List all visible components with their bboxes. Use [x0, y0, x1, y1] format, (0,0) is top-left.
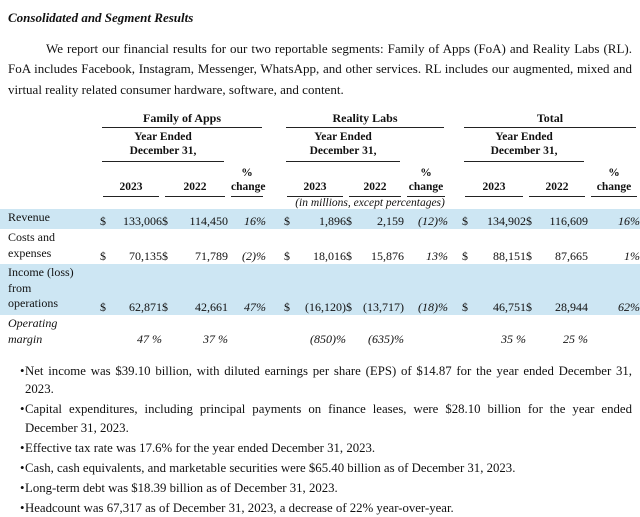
bullet-text: Net income was $39.10 billion, with diluted earnings per share (EPS) of $14.87 for the year ended December 31, 2023. — [25, 364, 632, 397]
money-cell: $ (13,717) — [346, 264, 404, 315]
column-spacer — [266, 162, 284, 198]
bullet-item — [0, 362, 632, 398]
pct-change-cell: 62% — [588, 264, 640, 315]
margin-cell: 25 % — [563, 332, 589, 347]
period-header-total: Year Ended December 31, — [462, 128, 588, 162]
margin-cell: 37 % — [203, 332, 228, 347]
money-cell: $ 62,871 — [100, 264, 162, 315]
column-spacer — [448, 107, 462, 128]
pct-change-cell: 47% — [228, 264, 266, 315]
money-cell: $ 133,006 — [100, 209, 162, 229]
empty-cell — [588, 315, 640, 352]
bullet-icon: • — [20, 460, 25, 475]
pct-change-cell: (2)% — [242, 249, 267, 264]
money-cell: $ 134,902 — [462, 209, 526, 229]
column-spacer — [448, 209, 462, 229]
column-spacer — [266, 264, 284, 315]
units-note-row — [0, 197, 640, 209]
bullet-text: Long-term debt was $18.39 billion as of December 31, 2023. — [25, 481, 338, 496]
bullet-text: Cash, cash equivalents, and marketable securities were $65.40 billion as of December 31, 2023. — [25, 460, 516, 475]
pct-change-cell: (12)% — [404, 209, 448, 229]
group-header-total: Total — [462, 107, 640, 128]
pct-change-cell: 16% — [588, 209, 640, 229]
period-header-row — [0, 128, 640, 162]
period-header-rl: Year Ended December 31, — [284, 128, 404, 162]
year-header-2022: 2022 — [526, 162, 588, 198]
pct-change-cell: (18)% — [404, 264, 448, 315]
bullet-item — [0, 400, 632, 436]
money-cell: $ 1,896 — [284, 209, 346, 229]
column-spacer — [448, 264, 462, 315]
table-row — [0, 229, 640, 264]
column-spacer — [266, 209, 284, 229]
bullet-text: Capital expenditures, including principal payments on finance leases, were $28.10 billion for the year ended December 31, 2023. — [25, 402, 632, 435]
money-cell: $ 42,661 — [162, 264, 228, 315]
year-header-2023: 2023 — [100, 162, 162, 198]
bullet-item — [0, 459, 632, 477]
segment-results-table — [0, 107, 640, 352]
column-spacer — [448, 315, 462, 352]
column-spacer — [266, 229, 284, 264]
empty-cell — [404, 315, 448, 352]
row-label: Costs and expenses — [8, 229, 56, 260]
highlights-list — [0, 362, 632, 517]
table-row — [0, 209, 640, 229]
margin-cell: (635)% — [368, 332, 405, 347]
column-spacer — [448, 229, 462, 264]
year-header-2023: 2023 — [462, 162, 526, 198]
group-header-row — [0, 107, 640, 128]
bullet-item — [0, 439, 632, 457]
column-spacer — [266, 315, 284, 352]
pct-change-header: % change — [228, 162, 266, 198]
pct-change-header: % change — [404, 162, 448, 198]
units-note: (in millions, except percentages) — [295, 197, 445, 210]
money-cell: $ 46,751 — [462, 264, 526, 315]
bullet-text: Effective tax rate was 17.6% for the year ended December 31, 2023. — [25, 440, 376, 455]
intro-paragraph: We report our financial results for our two reportable segments: Family of Apps (FoA) and Reality Labs (RL). FoA includes Facebook, Instagram, Messenger, WhatsApp, and other services. RL includes our augmented, mixed and virtual reality related consumer hardware, software, and content. — [8, 41, 632, 97]
bullet-icon: • — [20, 402, 25, 417]
money-cell: $ 116,609 — [526, 209, 588, 229]
money-cell: $ 88,151 — [462, 249, 527, 264]
group-header-foa: Family of Apps — [100, 107, 266, 128]
margin-cell: 35 % — [501, 332, 527, 347]
column-spacer — [266, 128, 284, 162]
column-spacer — [266, 107, 284, 128]
year-header-2022: 2022 — [346, 162, 404, 198]
money-cell: $ 15,876 — [346, 249, 405, 264]
column-spacer — [448, 128, 462, 162]
year-header-2022: 2022 — [162, 162, 228, 198]
money-cell: $ 2,159 — [346, 209, 404, 229]
pct-change-header: % change — [588, 162, 640, 198]
group-header-reality-labs: Reality Labs — [284, 107, 448, 128]
pct-change-cell: 16% — [228, 209, 266, 229]
bullet-icon: • — [20, 440, 25, 455]
label-column-header — [0, 107, 100, 128]
column-spacer — [448, 162, 462, 198]
money-cell: $ 28,944 — [526, 264, 588, 315]
year-header-2023: 2023 — [284, 162, 346, 198]
table-row — [0, 315, 640, 352]
bullet-item — [0, 479, 632, 497]
money-cell: $ 18,016 — [284, 249, 347, 264]
period-header-foa: Year Ended December 31, — [100, 128, 228, 162]
bullet-icon: • — [20, 364, 25, 379]
money-cell: $ 114,450 — [162, 209, 228, 229]
money-cell: $ 87,665 — [526, 249, 589, 264]
bullet-icon: • — [20, 481, 25, 496]
section-title: Consolidated and Segment Results — [8, 10, 194, 25]
bullet-item — [0, 499, 632, 517]
table-row — [0, 264, 640, 315]
year-header-row — [0, 162, 640, 198]
pct-change-cell: 1% — [624, 249, 640, 264]
margin-cell: (850)% — [310, 332, 347, 347]
bullet-icon: • — [20, 501, 25, 516]
row-label: Operating margin — [8, 315, 58, 346]
document-page — [0, 10, 640, 516]
row-label: Income (loss) from operations — [0, 264, 100, 315]
money-cell: $ 71,789 — [162, 249, 228, 264]
money-cell: $ (16,120) — [284, 264, 346, 315]
money-cell: $ 70,135 — [100, 249, 162, 264]
pct-change-cell: 13% — [426, 249, 449, 264]
empty-cell — [228, 315, 266, 352]
row-label: Revenue — [0, 209, 100, 229]
bullet-text: Headcount was 67,317 as of December 31, 2023, a decrease of 22% year-over-year. — [25, 501, 454, 516]
margin-cell: 47 % — [137, 332, 162, 347]
